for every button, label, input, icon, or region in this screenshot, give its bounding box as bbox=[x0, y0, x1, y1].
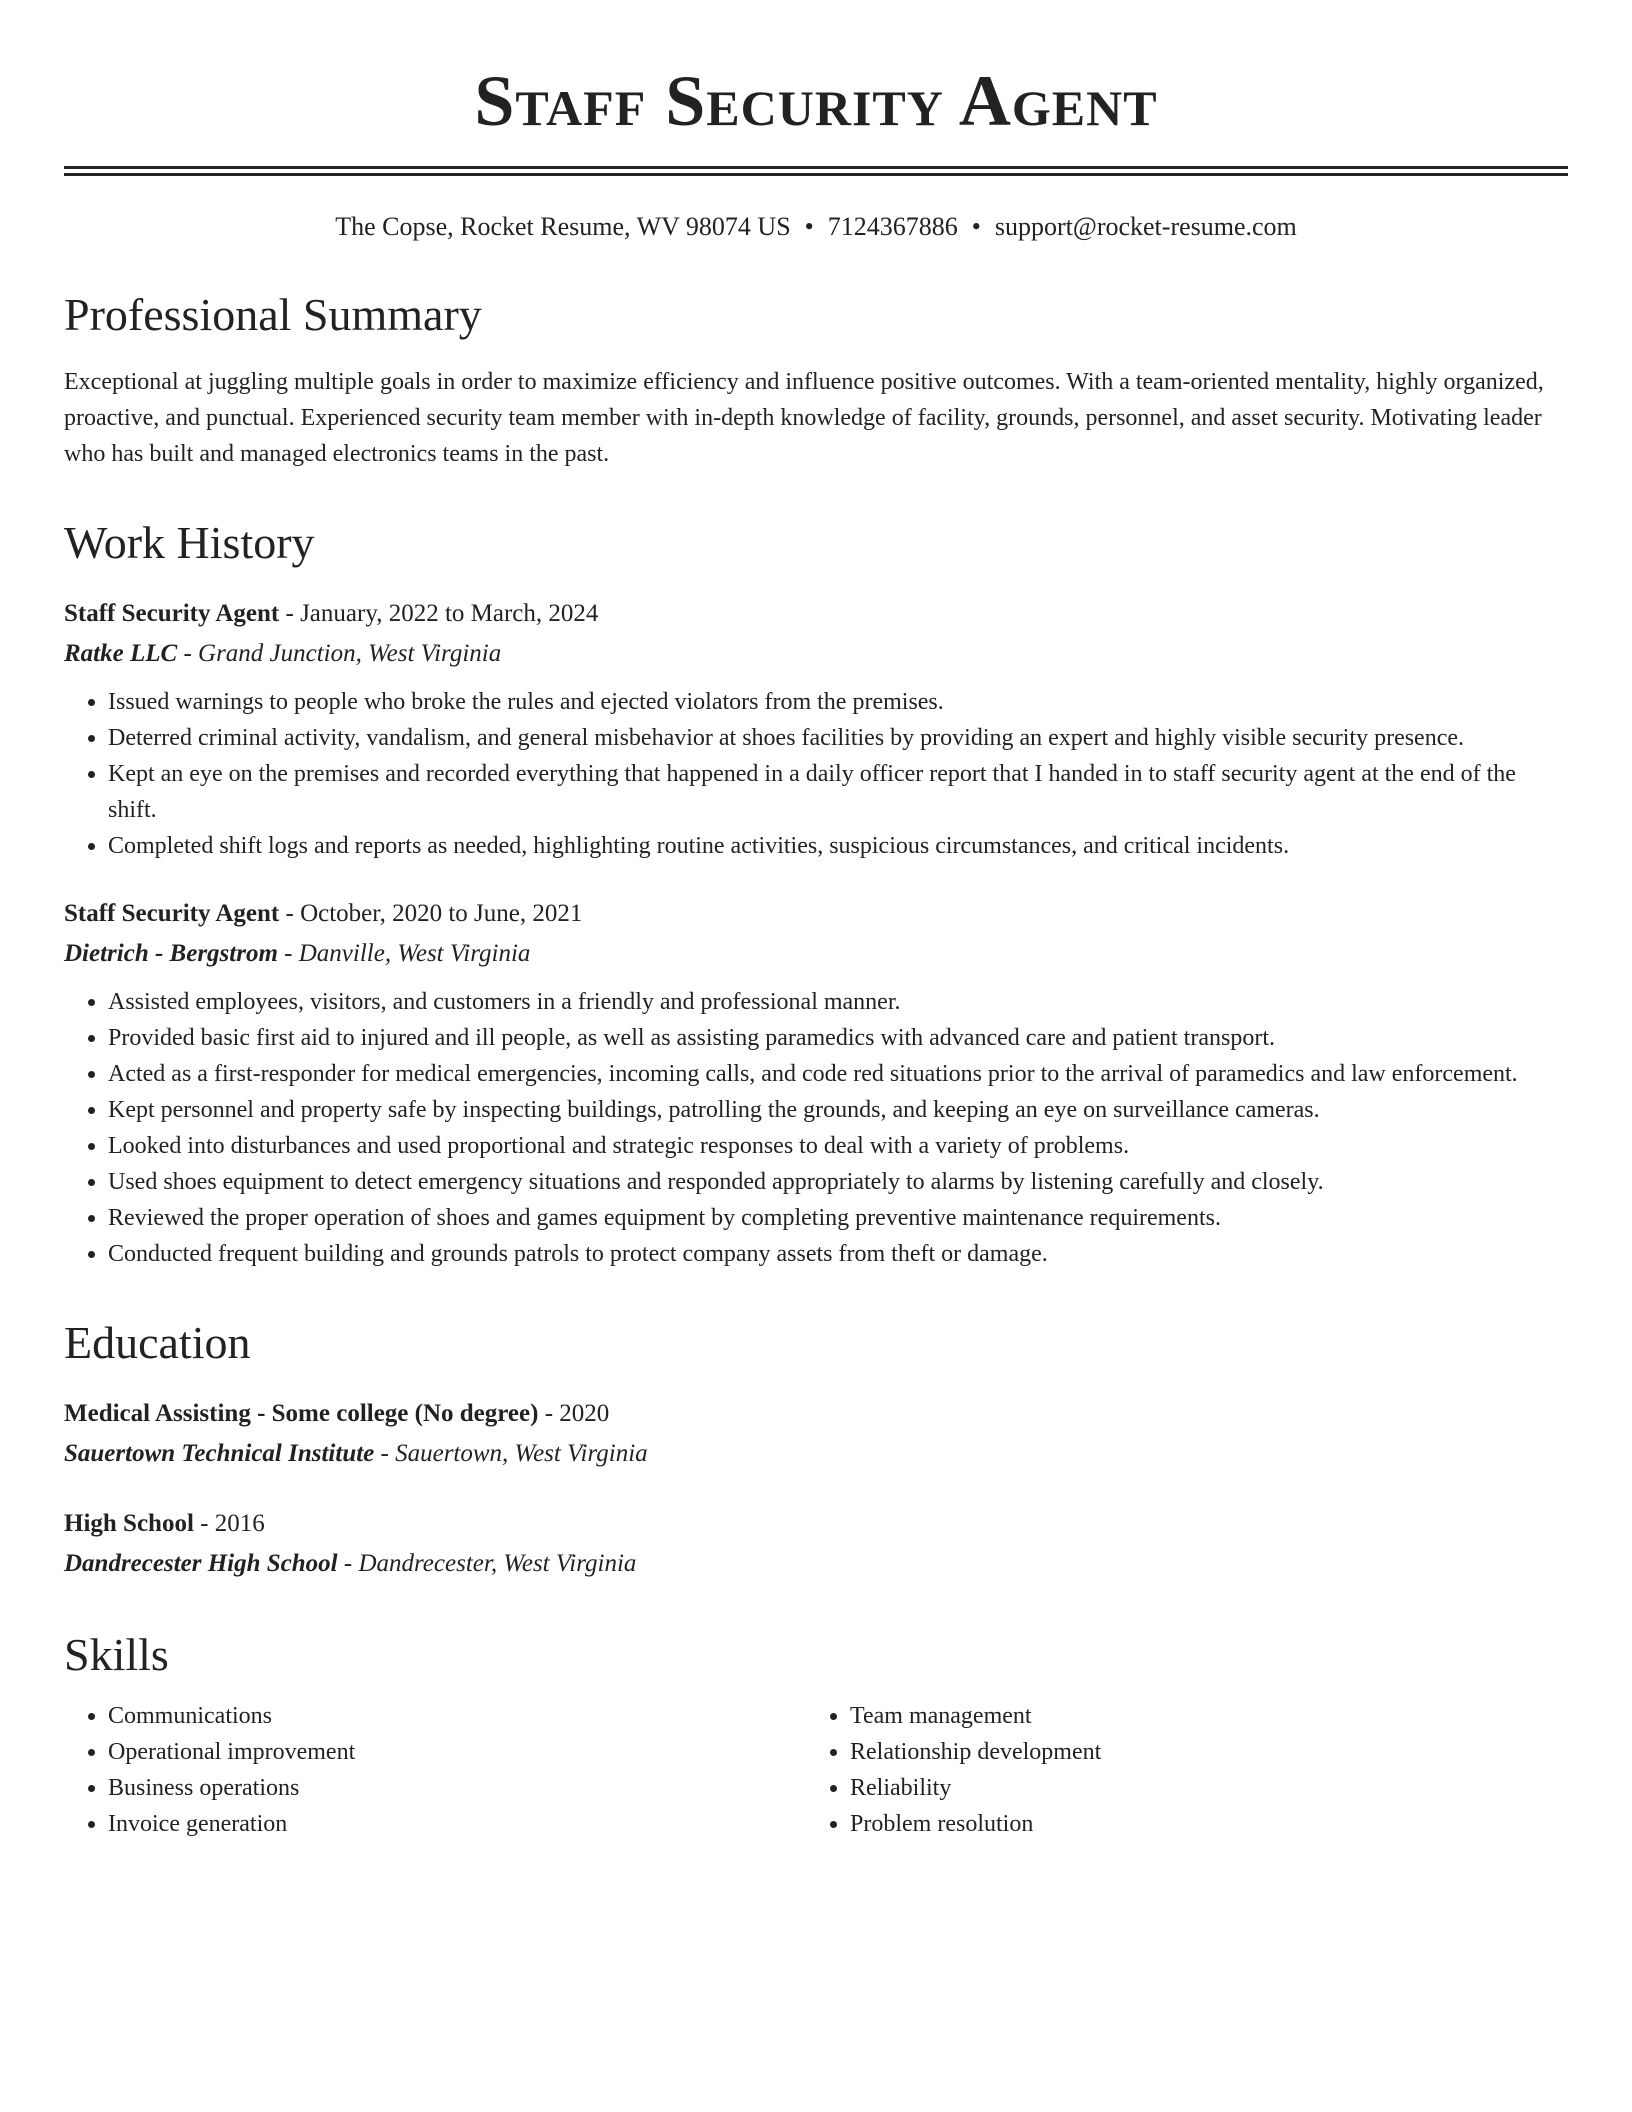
job-title: Staff Security Agent bbox=[64, 900, 280, 927]
job-location: - Danville, West Virginia bbox=[277, 940, 531, 967]
skill-item: • Invoice generation bbox=[108, 1806, 806, 1842]
list-item: • Provided basic first aid to injured and ill people, as well as assisting paramedics with advanced care and patient transport. bbox=[108, 1020, 1568, 1056]
education-school: Dandrecester High School bbox=[64, 1550, 338, 1577]
skills-list-left bbox=[64, 1698, 806, 1842]
education-year: - 2016 bbox=[193, 1510, 265, 1537]
header-divider bbox=[64, 166, 1568, 176]
list-item: • Deterred criminal activity, vandalism, and general misbehavior at shoes facilities by providing an expert and highly visible security presence. bbox=[108, 720, 1568, 756]
list-item: • Completed shift logs and reports as needed, highlighting routine activities, suspicious circumstances, and critical incidents. bbox=[108, 828, 1568, 864]
education-school-line bbox=[64, 1544, 1568, 1584]
resume-title: Staff Security Agent bbox=[474, 61, 1158, 141]
list-item: • Conducted frequent building and grounds patrols to protect company assets from theft or damage. bbox=[108, 1236, 1568, 1272]
job-title-line bbox=[64, 894, 1568, 934]
skill-item: • Business operations bbox=[108, 1770, 806, 1806]
job-location: - Grand Junction, West Virginia bbox=[177, 640, 502, 667]
job-entry bbox=[64, 894, 1568, 1272]
list-item: • Kept personnel and property safe by inspecting buildings, patrolling the grounds, and keeping an eye on surveillance cameras. bbox=[108, 1092, 1568, 1128]
skill-item: • Relationship development bbox=[850, 1734, 1548, 1770]
skill-item: • Communications bbox=[108, 1698, 806, 1734]
skills-list-right bbox=[806, 1698, 1548, 1842]
job-company-line bbox=[64, 934, 1568, 974]
contact-separator: • bbox=[971, 212, 981, 241]
job-duties-list bbox=[64, 684, 1568, 864]
job-company: Ratke LLC bbox=[64, 640, 178, 667]
job-dates: - January, 2022 to March, 2024 bbox=[279, 600, 599, 627]
section-heading-summary: Professional Summary bbox=[64, 289, 482, 340]
list-item: • Acted as a first-responder for medical emergencies, incoming calls, and code red situations prior to the arrival of paramedics and law enforcement. bbox=[108, 1056, 1568, 1092]
contact-phone: 7124367886 bbox=[827, 212, 958, 241]
list-item: • Reviewed the proper operation of shoes and games equipment by completing preventive maintenance requirements. bbox=[108, 1200, 1568, 1236]
list-item: • Used shoes equipment to detect emergency situations and responded appropriately to alarms by listening carefully and closely. bbox=[108, 1164, 1568, 1200]
list-item: • Kept an eye on the premises and recorded everything that happened in a daily officer report that I handed in to staff security agent at the end of the shift. bbox=[108, 756, 1568, 828]
skill-item: • Team management bbox=[850, 1698, 1548, 1734]
education-school-line bbox=[64, 1434, 1568, 1474]
education-degree-line bbox=[64, 1394, 1568, 1434]
education-degree-line bbox=[64, 1504, 1568, 1544]
work-history-section bbox=[64, 516, 1568, 1272]
skills-section bbox=[64, 1628, 1568, 1842]
skills-columns bbox=[64, 1698, 1568, 1842]
education-degree: High School bbox=[64, 1510, 194, 1537]
skill-item: • Problem resolution bbox=[850, 1806, 1548, 1842]
job-entry bbox=[64, 594, 1568, 864]
job-title-line bbox=[64, 594, 1568, 634]
list-item: • Issued warnings to people who broke the rules and ejected violators from the premises. bbox=[108, 684, 1568, 720]
education-degree: Medical Assisting - Some college (No degree) bbox=[64, 1400, 539, 1427]
education-school: Sauertown Technical Institute bbox=[64, 1440, 375, 1467]
education-location: - Sauertown, West Virginia bbox=[374, 1440, 648, 1467]
job-company-line bbox=[64, 634, 1568, 674]
education-entry bbox=[64, 1504, 1568, 1584]
job-duties-list bbox=[64, 984, 1568, 1272]
list-item: • Looked into disturbances and used proportional and strategic responses to deal with a variety of problems. bbox=[108, 1128, 1568, 1164]
list-item: • Assisted employees, visitors, and customers in a friendly and professional manner. bbox=[108, 984, 1568, 1020]
skill-item: • Reliability bbox=[850, 1770, 1548, 1806]
summary-text: Exceptional at juggling multiple goals in order to maximize efficiency and influence positive outcomes. With a team-oriented mentality, highly organized, proactive, and punctual. Experienced security team member with in-depth knowledge of facility, grounds, personnel, and asset security. Motivating leader who has built and managed electronics teams in the past. bbox=[64, 369, 1544, 467]
job-dates: - October, 2020 to June, 2021 bbox=[279, 900, 583, 927]
contact-address: The Copse, Rocket Resume, WV 98074 US bbox=[335, 212, 791, 241]
skill-item: • Operational improvement bbox=[108, 1734, 806, 1770]
job-title: Staff Security Agent bbox=[64, 600, 280, 627]
contact-separator: • bbox=[804, 212, 814, 241]
contact-line bbox=[64, 210, 1568, 244]
job-company: Dietrich - Bergstrom bbox=[64, 940, 278, 967]
contact-email: support@rocket-resume.com bbox=[994, 212, 1297, 241]
section-heading-work: Work History bbox=[64, 517, 315, 568]
summary-section bbox=[64, 288, 1568, 472]
education-section bbox=[64, 1316, 1568, 1584]
education-entry bbox=[64, 1394, 1568, 1474]
education-location: - Dandrecester, West Virginia bbox=[337, 1550, 637, 1577]
education-year: - 2020 bbox=[538, 1400, 610, 1427]
section-heading-skills: Skills bbox=[64, 1629, 169, 1680]
section-heading-education: Education bbox=[64, 1317, 251, 1368]
